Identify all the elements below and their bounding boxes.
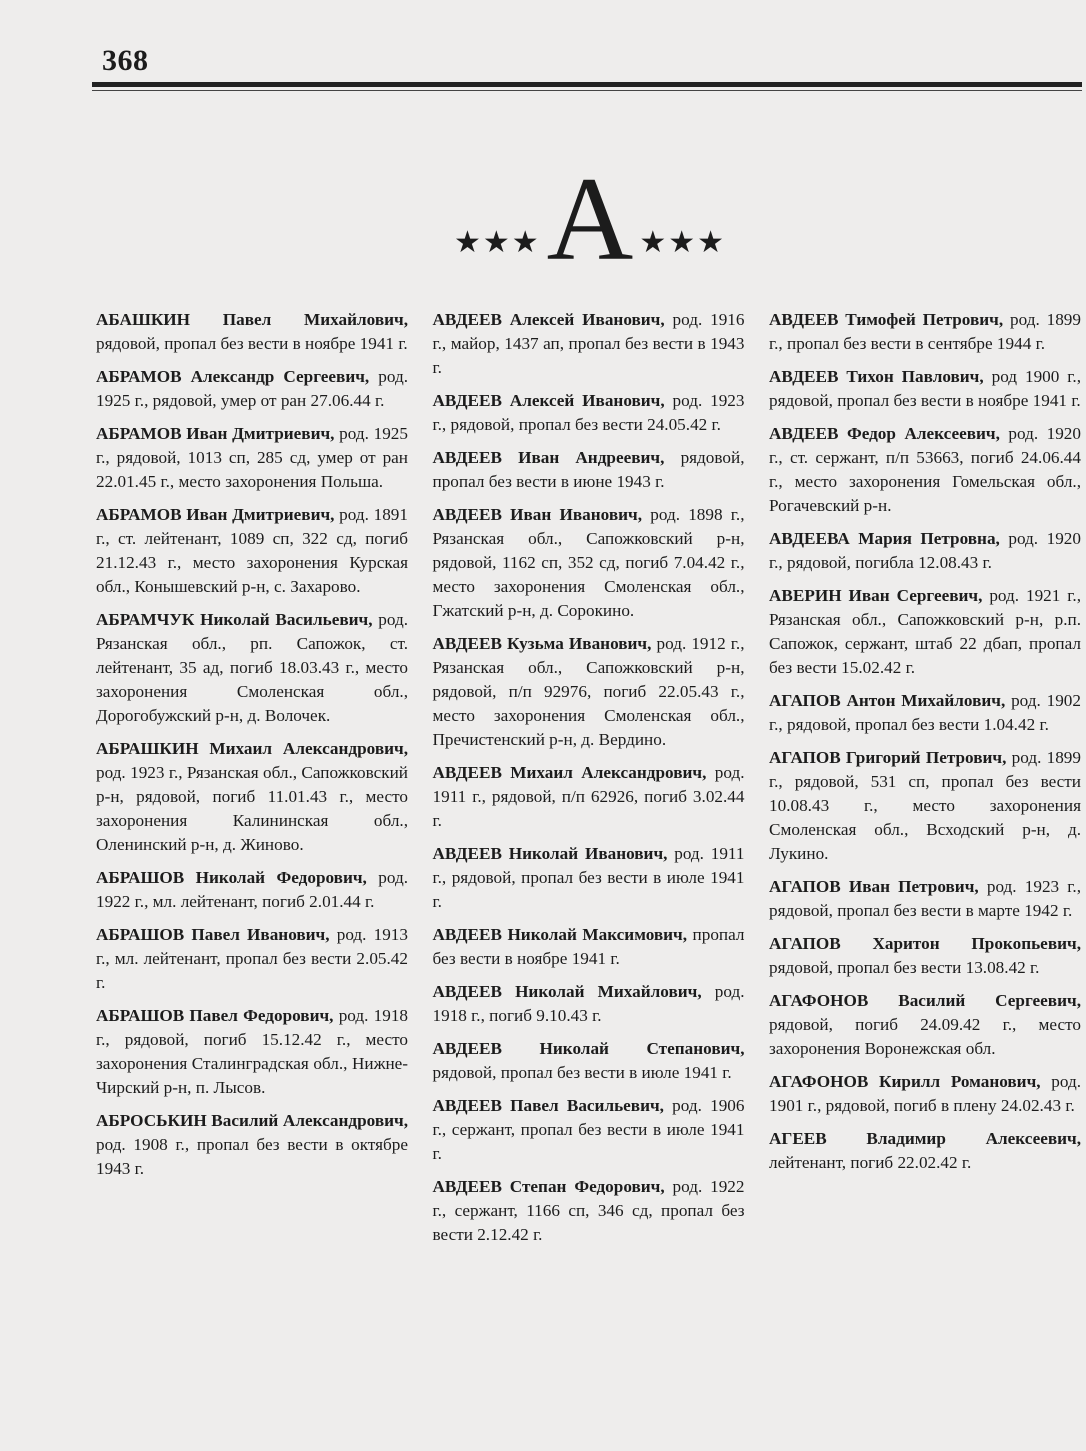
entry-name: АГЕЕВ Владимир Алексеевич, (769, 1129, 1081, 1148)
entry-name: АВДЕЕВ Николай Иванович, (432, 844, 668, 863)
list-item (433, 1037, 745, 1085)
list-item (96, 503, 408, 599)
section-letter: А (546, 152, 634, 285)
entry-details: род. 1901 г., рядовой, погиб в плену 24.02.43 г. (769, 1072, 1081, 1115)
list-item (96, 422, 408, 494)
entry-details: род 1900 г., рядовой, пропал без вести в ноябре 1941 г. (769, 367, 1081, 410)
entry-details: род. 1911 г., рядовой, пропал без вести в июле 1941 г. (432, 844, 745, 911)
entry-name: АБРАШОВ Николай Федорович, (96, 868, 367, 887)
list-item (769, 584, 1081, 680)
entry-name: АГАПОВ Иван Петрович, (769, 877, 979, 896)
entry-name: АБРОСЬКИН Василий Александрович, (96, 1111, 408, 1130)
entry-details: род. 1922 г., сержант, 1166 сп, 346 сд, пропал без вести 2.12.42 г. (432, 1177, 745, 1244)
entry-details: род. 1899 г., рядовой, 531 сп, пропал без вести 10.08.43 г., место захоронения Смоленская обл., Всходский р-н, д. Лукино. (769, 748, 1081, 863)
entry-details: род. 1908 г., пропал без вести в октябре 1943 г. (96, 1135, 408, 1178)
list-item (433, 842, 745, 914)
entry-details: рядовой, пропал без вести в ноябре 1941 г. (96, 334, 408, 353)
entry-details: род. 1923 г., рядовой, пропал без вести в марте 1942 г. (769, 877, 1082, 920)
entry-name: АГАПОВ Григорий Петрович, (769, 748, 1007, 767)
entry-details: рядовой, пропал без вести в июне 1943 г. (432, 448, 745, 491)
entry-name: АБРАШОВ Павел Иванович, (96, 925, 330, 944)
entry-name: АВДЕЕВ Алексей Иванович, (432, 391, 665, 410)
entry-details: рядовой, пропал без вести в июле 1941 г. (432, 1063, 732, 1082)
entry-details: рядовой, погиб 24.09.42 г., место захоронения Воронежская обл. (769, 1015, 1081, 1058)
entry-details: род. 1922 г., мл. лейтенант, погиб 2.01.44 г. (96, 868, 408, 911)
entry-name: АВДЕЕВ Павел Васильевич, (432, 1096, 664, 1115)
list-item (433, 980, 745, 1028)
column-2 (433, 308, 745, 1256)
entry-name: АГАПОВ Харитон Прокопьевич, (769, 934, 1081, 953)
entry-details: род. 1925 г., рядовой, 1013 сп, 285 сд, умер от ран 22.01.45 г., место захоронения Польша. (96, 424, 408, 491)
entry-details: род. 1891 г., ст. лейтенант, 1089 сп, 322 сд, погиб 21.12.43 г., место захоронения Курская обл., Конышевский р-н, с. Захарово. (96, 505, 408, 596)
list-item (433, 503, 745, 623)
entry-name: АБРАШКИН Михаил Александрович, (96, 739, 408, 758)
entry-name: АВДЕЕВА Мария Петровна, (769, 529, 1000, 548)
entry-details: род. 1925 г., рядовой, умер от ран 27.06.44 г. (96, 367, 409, 410)
entry-details: род. 1920 г., ст. сержант, п/п 53663, погиб 24.06.44 г., место захоронения Гомельская обл., Рогачевский р-н. (769, 424, 1081, 515)
list-item (96, 1109, 408, 1181)
list-item (433, 1094, 745, 1166)
entries-columns (96, 308, 1081, 1256)
entry-details: род. 1911 г., рядовой, п/п 62926, погиб 3.02.44 г. (432, 763, 745, 830)
entry-name: АВДЕЕВ Михаил Александрович, (432, 763, 707, 782)
list-item (769, 989, 1081, 1061)
entry-name: АВДЕЕВ Иван Иванович, (432, 505, 643, 524)
entry-details: род. 1920 г., рядовой, погибла 12.08.43 г. (769, 529, 1081, 572)
list-item (769, 746, 1081, 866)
list-item (96, 866, 408, 914)
list-item (769, 689, 1081, 737)
entry-details: род. 1906 г., сержант, пропал без вести в июле 1941 г. (432, 1096, 745, 1163)
list-item (769, 422, 1081, 518)
list-item (96, 608, 408, 728)
stars-left-icon: ★★★ (453, 225, 541, 260)
header-rule-thin (92, 90, 1082, 91)
list-item (769, 1070, 1081, 1118)
entry-name: АВДЕЕВ Николай Максимович, (432, 925, 688, 944)
entry-name: АВДЕЕВ Иван Андреевич, (432, 448, 665, 467)
entry-name: АВДЕЕВ Кузьма Иванович, (432, 634, 652, 653)
entry-details: род. 1923 г., рядовой, пропал без вести 24.05.42 г. (432, 391, 745, 434)
page-number: 368 (102, 44, 149, 77)
list-item (769, 1127, 1081, 1175)
entry-name: АГАФОНОВ Василий Сергеевич, (769, 991, 1081, 1010)
list-item (769, 365, 1081, 413)
list-item (433, 308, 745, 380)
list-item (96, 1004, 408, 1100)
entry-name: АГАПОВ Антон Михайлович, (769, 691, 1006, 710)
list-item (769, 875, 1081, 923)
entry-name: АВДЕЕВ Тихон Павлович, (769, 367, 984, 386)
entry-details: род. 1898 г., Рязанская обл., Сапожковский р-н, рядовой, 1162 сп, 352 сд, погиб 7.04.42 г., место захоронения Смоленская обл., Гжатский р-н, д. Сорокино. (432, 505, 745, 620)
entry-details: род. 1913 г., мл. лейтенант, пропал без вести 2.05.42 г. (96, 925, 408, 992)
entry-name: АВДЕЕВ Федор Алексеевич, (769, 424, 1000, 443)
entry-name: АВДЕЕВ Тимофей Петрович, (769, 310, 1004, 329)
entry-details: рядовой, пропал без вести 13.08.42 г. (769, 958, 1040, 977)
entry-name: АБРАМОВ Иван Дмитриевич, (96, 424, 335, 443)
list-item (433, 632, 745, 752)
stars-right-icon: ★★★ (639, 225, 727, 260)
list-item (433, 389, 745, 437)
entry-name: АВДЕЕВ Николай Степанович, (432, 1039, 745, 1058)
entry-details: род. 1918 г., рядовой, погиб 15.12.42 г., место захоронения Сталинградская обл., Нижне-Чирский р-н, п. Лысов. (96, 1006, 409, 1097)
entry-details: пропал без вести в ноябре 1941 г. (432, 925, 745, 968)
entry-details: род. Рязанская обл., рп. Сапожок, ст. лейтенант, 35 ад, погиб 18.03.43 г., место захоронения Смоленская обл., Дорогобужский р-н, д. Волочек. (96, 610, 408, 725)
list-item (433, 1175, 745, 1247)
entry-details: род. 1902 г., рядовой, пропал без вести 1.04.42 г. (769, 691, 1081, 734)
entry-details: лейтенант, погиб 22.02.42 г. (769, 1153, 972, 1172)
entry-details: род. 1899 г., пропал без вести в сентябре 1944 г. (769, 310, 1081, 353)
section-letter-heading (440, 152, 740, 285)
list-item (96, 308, 408, 356)
list-item (769, 932, 1081, 980)
list-item (433, 446, 745, 494)
list-item (433, 923, 745, 971)
entry-name: АБАШКИН Павел Михайлович, (96, 310, 408, 329)
entry-details: род. 1912 г., Рязанская обл., Сапожковский р-н, рядовой, п/п 92976, погиб 22.05.43 г., место захоронения Смоленская обл., Пречистенский р-н, д. Вердино. (432, 634, 745, 749)
entry-name: АГАФОНОВ Кирилл Романович, (769, 1072, 1041, 1091)
header-rule (92, 82, 1082, 87)
entry-name: АВДЕЕВ Алексей Иванович, (432, 310, 665, 329)
entry-details: род. 1921 г., Рязанская обл., Сапожковский р-н, р.п. Сапожок, сержант, штаб 22 дбап, пропал без вести 15.02.42 г. (769, 586, 1082, 677)
entry-name: АВДЕЕВ Николай Михайлович, (432, 982, 702, 1001)
entry-name: АБРАШОВ Павел Федорович, (96, 1006, 334, 1025)
entry-details: род. 1923 г., Рязанская обл., Сапожковский р-н, рядовой, погиб 11.01.43 г., место захоронения Калининская обл., Оленинский р-н, д. Жиново. (96, 763, 408, 854)
entry-name: АБРАМОВ Александр Сергеевич, (96, 367, 370, 386)
list-item (96, 923, 408, 995)
entry-details: род. 1916 г., майор, 1437 ап, пропал без вести в 1943 г. (432, 310, 745, 377)
entry-name: АВДЕЕВ Степан Федорович, (432, 1177, 665, 1196)
entry-name: АВЕРИН Иван Сергеевич, (769, 586, 983, 605)
entry-details: род. 1918 г., погиб 9.10.43 г. (432, 982, 745, 1025)
column-3 (769, 308, 1081, 1256)
column-1 (96, 308, 408, 1256)
list-item (769, 308, 1081, 356)
list-item (96, 365, 408, 413)
list-item (433, 761, 745, 833)
list-item (96, 737, 408, 857)
entry-name: АБРАМОВ Иван Дмитриевич, (96, 505, 335, 524)
list-item (769, 527, 1081, 575)
entry-name: АБРАМЧУК Николай Васильевич, (96, 610, 373, 629)
